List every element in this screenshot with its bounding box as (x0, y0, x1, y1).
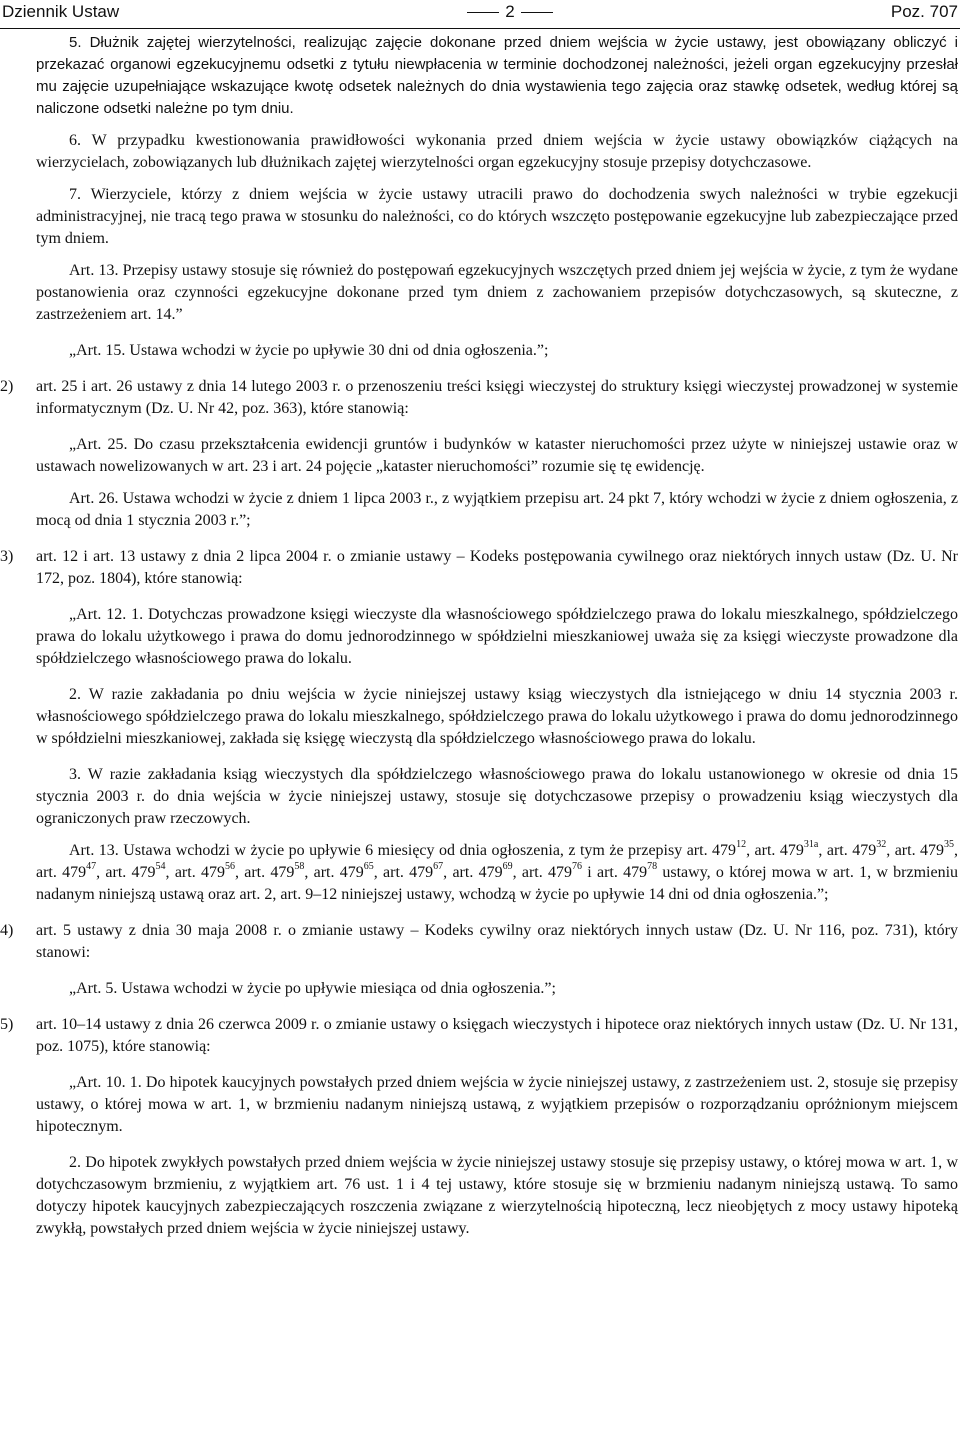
quote-article-13 (36, 840, 958, 906)
sep: , (512, 864, 522, 881)
list-item-3 (0, 546, 958, 590)
position-number: Poz. 707 (890, 2, 958, 21)
list-item-text: art. 5 ustawy z dnia 30 maja 2008 r. o zmianie ustawy – Kodeks cywilny oraz niektórych innych ustaw (Dz. U. Nr 116, poz. 731), który stanowi: (36, 922, 958, 961)
list-item-text: art. 25 i art. 26 ustawy z dnia 14 lutego 2003 r. o przenoszeniu treści księgi wieczystej do struktury księgi wieczystej prowadzonej w systemie informatycznym (Dz. U. Nr 42, poz. 363), które stanowią: (36, 378, 958, 417)
list-item-text: art. 10–14 ustawy z dnia 26 czerwca 2009 r. o zmianie ustawy o księgach wieczystych i hipotece oraz niektórych innych ustaw (Dz. U. Nr 131, poz. 1075), które stanowią: (36, 1016, 958, 1055)
list-item-4 (0, 920, 958, 964)
art-ref: art. 479 (244, 864, 295, 881)
art-ref: art. 479 (36, 864, 87, 881)
sup: 69 (502, 860, 513, 872)
sep: , (886, 842, 895, 859)
page-header (0, 0, 960, 26)
document-body (0, 32, 959, 1240)
art-ref: art. 479 (313, 864, 364, 881)
sep: , (746, 842, 755, 859)
sep: , (165, 864, 175, 881)
art-ref: art. 479 (174, 864, 225, 881)
quote-article-12-3: 3. W razie zakładania ksiąg wieczystych dla spółdzielczego własnościowego prawa do lokalu ustanowionego w okresie od dnia 15 stycznia 2003 r. do dnia wejścia w życie niniejszej ustawy, stosuje się dotychczasowe przepisy o prowadzeniu ksiąg wieczystych dla ograniczonych praw rzeczowych. (36, 766, 958, 827)
sup: 12 (736, 838, 747, 850)
list-number: 2) (0, 378, 14, 395)
list-item-2 (0, 376, 958, 420)
quote-article-26: Art. 26. Ustawa wchodzi w życie z dniem 1 lipca 2003 r., z wyjątkiem przepisu art. 24 pkt 7, który wchodzi w życie z dniem ogłoszenia, z mocą od dnia 1 stycznia 2003 r.”; (36, 490, 958, 529)
sup: 47 (86, 860, 97, 872)
dash-left (467, 12, 499, 13)
sep: i (581, 864, 597, 881)
art13-lead: Art. 13. Ustawa wchodzi w życie po upływie 6 miesięcy od dnia ogłoszenia, z tym że przepisy art. 479 (69, 842, 737, 859)
sup: 35 (944, 838, 955, 850)
art-ref: art. 479 (754, 842, 804, 859)
sup: 78 (647, 860, 658, 872)
list-item-text: art. 12 i art. 13 ustawy z dnia 2 lipca 2004 r. o zmianie ustawy – Kodeks postępowania cywilnego oraz niektórych innych ustaw (Dz. U. Nr 172, poz. 1804), które stanowią: (36, 548, 958, 587)
sep: , (954, 842, 959, 859)
art-ref: art. 479 (826, 842, 877, 859)
quote-article-10-2: 2. Do hipotek zwykłych powstałych przed dniem wejścia w życie niniejszej ustawy stosuje się przepisy ustawy, o której mowa w art. 1, w dotychczasowym brzmieniu, z wyjątkiem art. 76 ust. 1 i 4 tej ustawy, które stosuje się w brzmieniu nadanym niniejszą ustawą. To samo dotyczy hipotek kaucyjnych zabezpieczających roszczenia związane z wierzytelnością hipoteczną, lecz nieobjętych z mocy ustawy hipoteką zwykłą, powstałych przed dniem wejścia w życie niniejszej ustawy. (36, 1154, 958, 1237)
sup: 54 (155, 860, 166, 872)
art-ref: art. 479 (894, 842, 945, 859)
sep: , (818, 842, 827, 859)
article-13-transitional: Art. 13. Przepisy ustawy stosuje się również do postępowań egzekucyjnych wszczętych przed dniem jej wejścia w życie, z tym że wydane postanowienia oraz czynności egzekucyjne dokonane przed tym dniem z zachowaniem przepisów dotychczasowych, są skuteczne, z zastrzeżeniem art. 14.” (36, 262, 958, 323)
quote-article-10-1: „Art. 10. 1. Do hipotek kaucyjnych powstałych przed dniem wejścia w życie niniejszej ustawy, z zastrzeżeniem ust. 2, stosuje się przepisy ustawy, o której mowa w art. 1, w brzmieniu nadanym niniejszą ustawą, z wyjątkiem przepisów o rozporządzaniu opróżnionym miejscem hipotecznym. (36, 1074, 958, 1135)
list-item-5 (0, 1014, 958, 1058)
sup: 31a (803, 838, 819, 850)
paragraph-7: 7. Wierzyciele, którzy z dniem wejścia w życie ustawy utracili prawo do dochodzenia swych należności w trybie egzekucji administracyjnej, nie tracą tego prawa w stosunku do należności, co do których wszczęto postępowanie egzekucyjne lub zabezpieczające przed tym dniem. (36, 186, 958, 247)
art-ref: art. 479 (521, 864, 572, 881)
quote-article-12-1: „Art. 12. 1. Dotychczas prowadzone księgi wieczyste dla własnościowego spółdzielczego prawa do lokalu mieszkalnego, spółdzielczego prawa do lokalu użytkowego i prawa do domu jednorodzinnego w spółdzielni mieszkaniowej uważa się za księgi wieczyste prowadzone dla spółdzielczego własnościowego prawa do lokalu. (36, 606, 958, 667)
sup: 67 (433, 860, 444, 872)
page-number-value: 2 (505, 2, 515, 21)
art-ref: art. 479 (383, 864, 434, 881)
paragraph-5: 5. Dłużnik zajętej wierzytelności, realizując zajęcie dokonane przed dniem wejścia w życie ustawy, jest obowiązany obliczyć i przekazać organowi egzekucyjnemu odsetki z tytułu niewpłacenia w terminie dochodzonej należności, jeżeli organ egzekucyjny przesłał mu zajęcie uzupełniające wskazujące kwotę odsetek należnych do dnia wystawienia tego zajęcia oraz stawkę odsetek, według której są naliczone odsetki należne po tym dniu. (36, 34, 958, 117)
list-number: 4) (0, 922, 14, 939)
list-number: 5) (0, 1016, 14, 1033)
sep: , (304, 864, 314, 881)
sep: , (96, 864, 106, 881)
dash-right (521, 12, 553, 13)
sup: 65 (363, 860, 374, 872)
art13-tail: ustawy, o której mowa w art. 1, w brzmieniu nadanym niniejszą ustawą oraz art. 2, art. 9–12 niniejszej ustawy, wchodzą w życie po upływie 14 dni od dnia ogłoszenia.”; (36, 864, 959, 903)
quote-article-25: „Art. 25. Do czasu przekształcenia ewidencji gruntów i budynków w kataster nieruchomości przez użyte w niniejszej ustawie oraz w ustawach nowelizowanych w art. 23 i art. 24 pojęcie „kataster nieruchomości” rozumie się tę ewidencję. (36, 436, 958, 475)
sep: , (443, 864, 453, 881)
header-rule (0, 28, 960, 29)
sup: 76 (571, 860, 582, 872)
quote-article-12-2: 2. W razie zakładania po dniu wejścia w życie niniejszej ustawy ksiąg wieczystych dla istniejącego w dniu 14 stycznia 2003 r. własnościowego spółdzielczego prawa do lokalu mieszkalnego, spółdzielczego prawa do lokalu użytkowego i prawa do domu jednorodzinnego w spółdzielni mieszkaniowej, zakłada się księgę wieczystą dla spółdzielczego własnościowego prawa do lokalu. (36, 686, 958, 747)
sep: , (373, 864, 384, 881)
art-ref: art. 479 (452, 864, 503, 881)
article-15: „Art. 15. Ustawa wchodzi w życie po upływie 30 dni od dnia ogłoszenia.”; (69, 342, 549, 359)
quote-article-5: „Art. 5. Ustawa wchodzi w życie po upływie miesiąca od dnia ogłoszenia.”; (69, 980, 556, 997)
art-ref: art. 479 (596, 864, 648, 881)
paragraph-6: 6. W przypadku kwestionowania prawidłowości wykonania przed dniem wejścia w życie ustawy obowiązków ciążących na wierzycielach, zobowiązanych lub dłużnikach zajętej wierzytelności organ egzekucyjny stosuje przepisy dotychczasowe. (36, 132, 958, 171)
art-ref: art. 479 (105, 864, 156, 881)
sup: 56 (224, 860, 235, 872)
journal-title: Dziennik Ustaw (2, 2, 120, 21)
sup: 32 (876, 838, 887, 850)
sup: 58 (294, 860, 305, 872)
sep: , (234, 864, 245, 881)
page-number (460, 2, 560, 22)
list-number: 3) (0, 548, 14, 565)
